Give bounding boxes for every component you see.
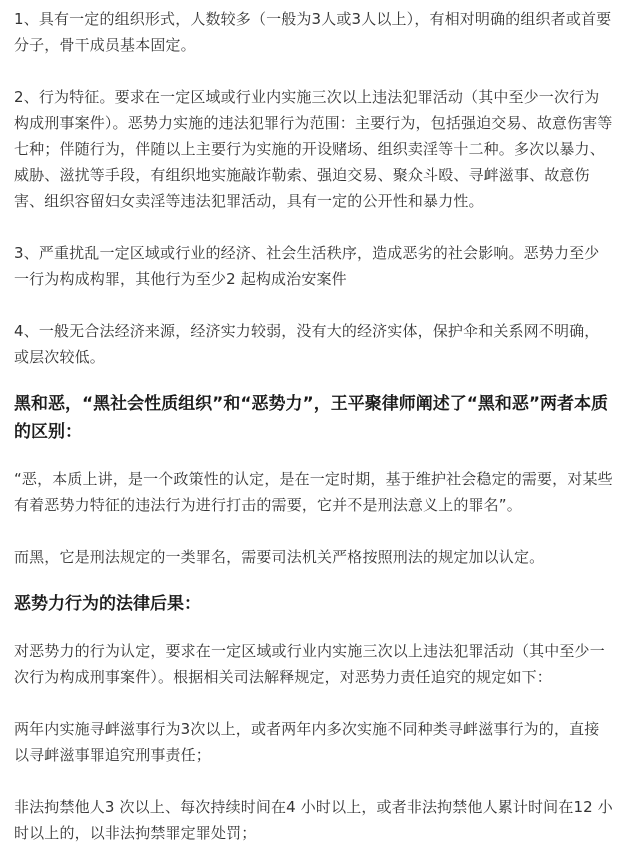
spacer [14,370,614,390]
spacer [14,214,614,240]
consequence-paragraph: 对恶势力的行为认定，要求在一定区域或行业内实施三次以上违法犯罪活动（其中至少一次行为构成刑事案件）。根据相关司法解释规定，对恶势力责任追究的规定如下： [14,642,605,686]
spacer [14,618,614,638]
quote-paragraph: “恶，本质上讲，是一个政策性的认定，是在一定时期，基于维护社会稳定的需要，对某些有着恶势力特征的违法行为进行打击的需要，它并不是刑法意义上的罪名”。 [14,470,613,514]
section-heading-black-vs-evil: 黑和恶，“黑社会性质组织”和“恶势力”，王平聚律师阐述了“黑和恶”两者本质的区别： [14,394,609,442]
point-3-paragraph: 3、严重扰乱一定区域或行业的经济、社会生活秩序，造成恶劣的社会影响。恶势力至少一行为构成构罪，其他行为至少2 起构成治安案件 [14,244,600,288]
point-1-paragraph: 1、具有一定的组织形式，人数较多（一般为3人或3人以上），有相对明确的组织者或首要分子，骨干成员基本固定。 [14,10,612,54]
rule-provoking-trouble-paragraph: 两年内实施寻衅滋事行为3次以上，或者两年内多次实施不同种类寻衅滋事行为的，直接以寻衅滋事罪追究刑事责任； [14,720,600,764]
section-heading-legal-consequences: 恶势力行为的法律后果： [14,594,201,614]
spacer [14,292,614,318]
spacer [14,518,614,544]
spacer [14,58,614,84]
point-4-paragraph: 4、一般无合法经济来源，经济实力较弱，没有大的经济实体，保护伞和关系网不明确，或层次较低。 [14,322,600,366]
spacer [14,690,614,716]
black-definition-paragraph: 而黑，它是刑法规定的一类罪名，需要司法机关严格按照刑法的规定加以认定。 [14,548,545,566]
spacer [14,768,614,794]
spacer [14,570,614,590]
point-2-paragraph: 2、行为特征。要求在一定区域或行业内实施三次以上违法犯罪活动（其中至少一次行为构成刑事案件）。恶势力实施的违法犯罪行为范围：主要行为，包括强迫交易、故意伤害等七种；伴随行为，伴随以上主要行为实施的开设赌场、组织卖淫等十二种。多次以暴力、威胁、滋扰等手段，有组织地实施敲诈勒索、强迫交易、聚众斗殴、寻衅滋事、故意伤害、组织容留妇女卖淫等违法犯罪活动，具有一定的公开性和暴力性。 [14,88,613,210]
rule-illegal-detention-paragraph: 非法拘禁他人3 次以上、每次持续时间在4 小时以上，或者非法拘禁他人累计时间在12 小时以上的，以非法拘禁罪定罪处罚； [14,798,613,842]
spacer [14,446,614,466]
